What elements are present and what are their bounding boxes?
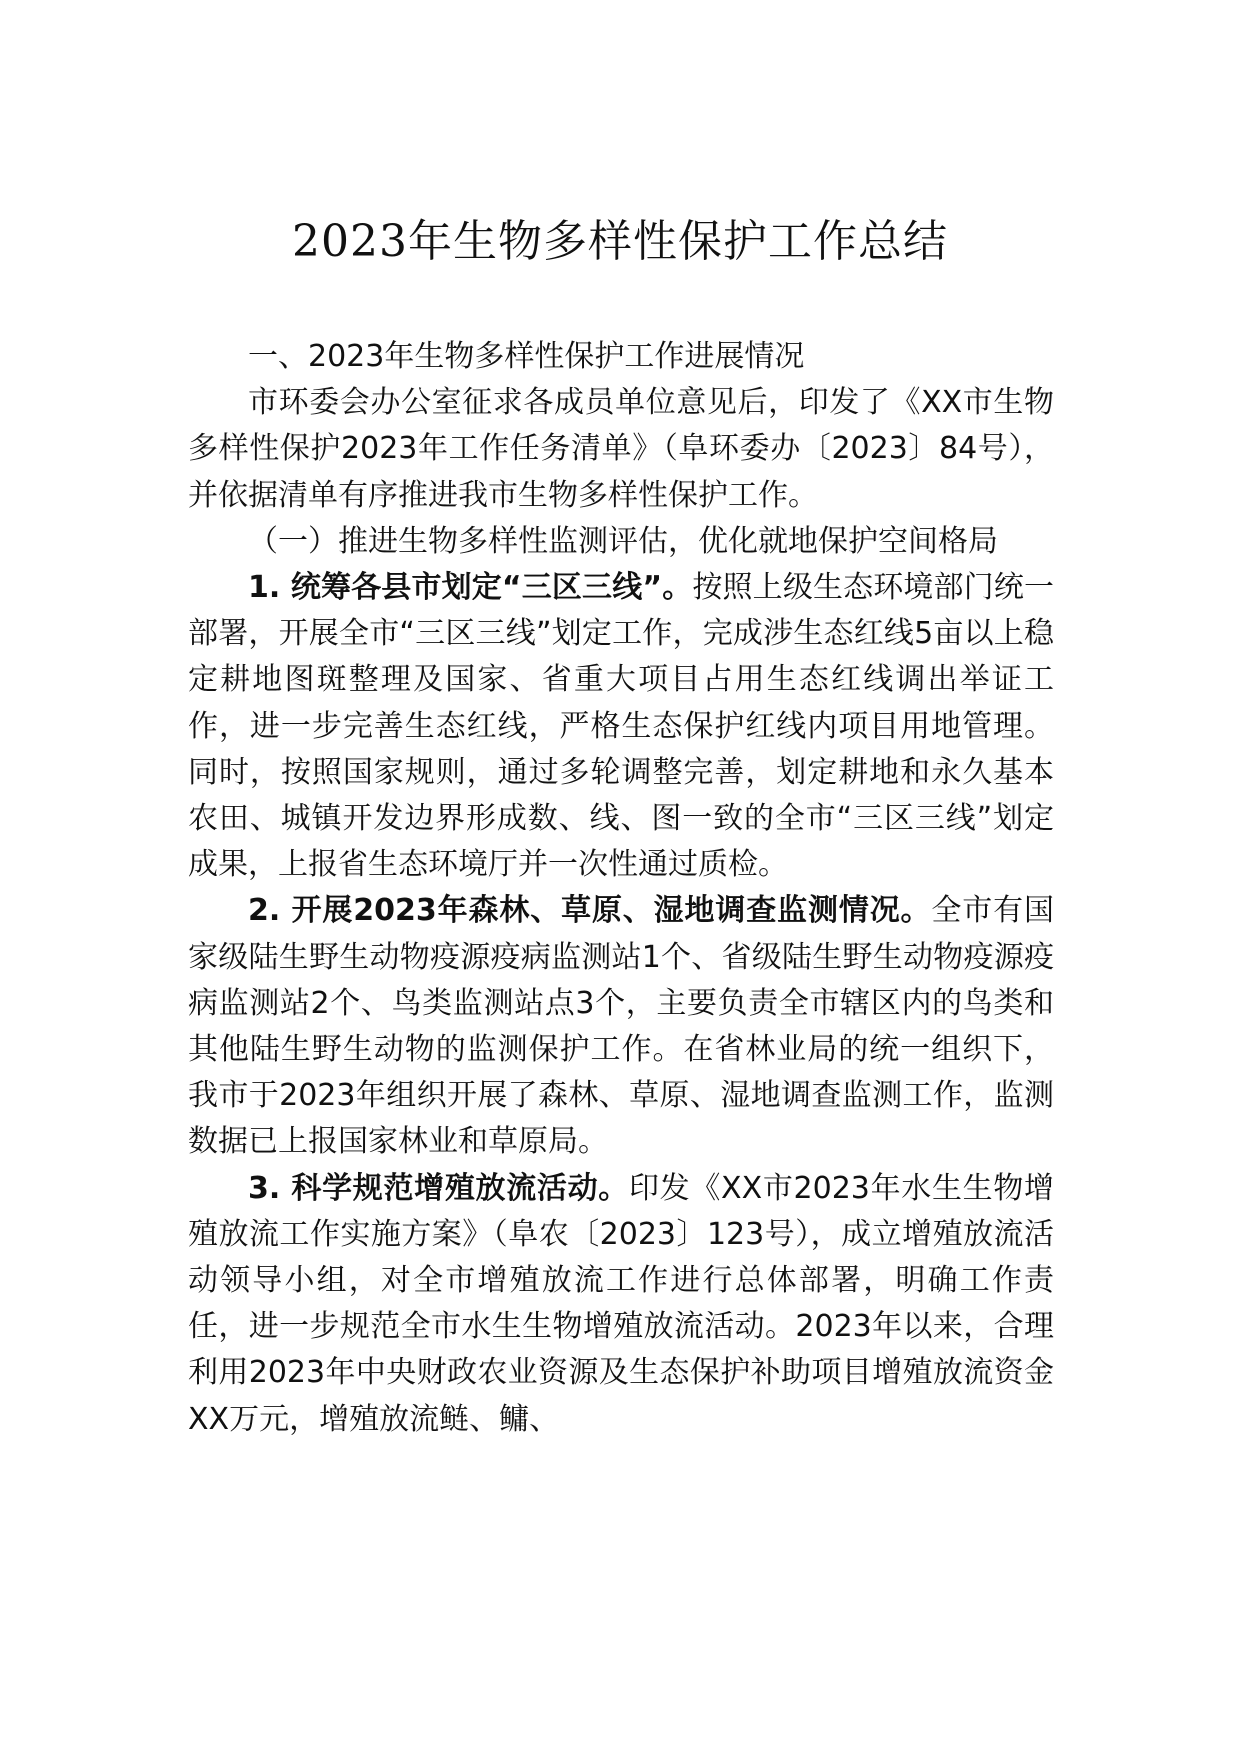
item-paragraph (188, 565, 1054, 888)
subsection-heading: （一）推进生物多样性监测评估，优化就地保护空间格局 (248, 523, 998, 559)
item-text: 全市有国家级陆生野生动物疫源疫病监测站1个、省级陆生野生动物疫源疫病监测站2个、鸟类监测站点3个，主要负责全市辖区内的鸟类和其他陆生野生动物的监测保护工作。在省林业局的统一组织下，我市于2023年组织开展了森林、草原、湿地调查监测工作，监测数据已上报国家林业和草原局。 (188, 893, 1055, 1160)
item-lead: 2. 开展2023年森林、草原、湿地调查监测情况。 (248, 893, 932, 929)
item-text: 按照上级生态环境部门统一部署，开展全市“三区三线”划定工作，完成涉生态红线5亩以上稳定耕地图斑整理及国家、省重大项目占用生态红线调出举证工作，进一步完善生态红线，严格生态保护红线内项目用地管理。同时，按照国家规则，通过多轮调整完善，划定耕地和永久基本农田、城镇开发边界形成数、线、图一致的全市“三区三线”划定成果，上报省生态环境厅并一次性通过质检。 (188, 570, 1055, 883)
section-intro-paragraph: 市环委会办公室征求各成员单位意见后，印发了《XX市生物多样性保护2023年工作任务清单》（阜环委办〔2023〕84号），并依据清单有序推进我市生物多样性保护工作。 (188, 385, 1054, 513)
item-lead: 1. 统筹各县市划定“三区三线”。 (248, 570, 693, 606)
item-paragraph (188, 888, 1054, 1165)
document-body (188, 334, 1054, 1443)
section-heading: 一、2023年生物多样性保护工作进展情况 (248, 339, 805, 374)
item-text: 印发《XX市2023年水生生物增殖放流工作实施方案》（阜农〔2023〕123号），成立增殖放流活动领导小组，对全市增殖放流工作进行总体部署，明确工作责任，进一步规范全市水生生物增殖放流活动。2023年以来，合理利用2023年中央财政农业资源及生态保护补助项目增殖放流资金XX万元，增殖放流鲢、鳙、 (188, 1170, 1055, 1437)
item-paragraph (188, 1166, 1054, 1443)
document-title: 2023年生物多样性保护工作总结 (292, 216, 948, 267)
item-lead: 3. 科学规范增殖放流活动。 (248, 1170, 629, 1206)
